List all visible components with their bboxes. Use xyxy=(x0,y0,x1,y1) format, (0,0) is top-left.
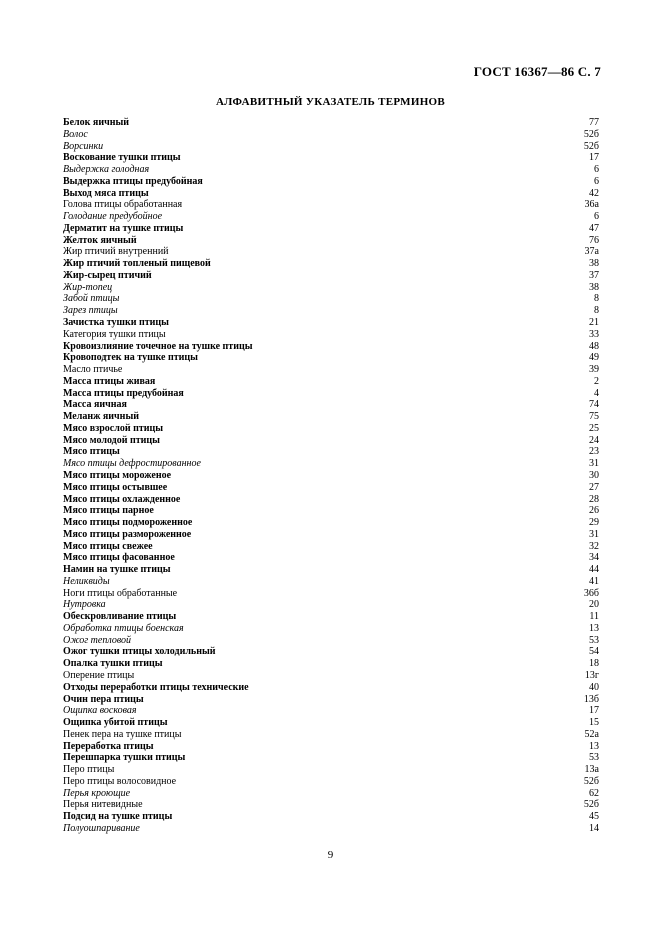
index-entry xyxy=(63,411,599,423)
entry-number: 29 xyxy=(589,517,599,529)
entry-term: Воскование тушки птицы xyxy=(63,152,181,164)
entry-number: 45 xyxy=(589,811,599,823)
entry-number: 53 xyxy=(589,752,599,764)
entry-number: 34 xyxy=(589,552,599,564)
index-entry xyxy=(63,270,599,282)
entry-term: Жир птичий топленый пищевой xyxy=(63,258,211,270)
entry-term: Ощипка убитой птицы xyxy=(63,717,168,729)
index-entry xyxy=(63,729,599,741)
entry-number: 13б xyxy=(583,693,599,705)
entry-number: 13г xyxy=(584,669,599,681)
document-header: ГОСТ 16367—86 С. 7 xyxy=(473,64,601,79)
index-entry xyxy=(63,423,599,435)
index-entry xyxy=(63,776,599,788)
entry-term: Полуошпаривание xyxy=(63,822,140,834)
index-entry xyxy=(63,811,599,823)
entry-term: Мясо птицы размороженное xyxy=(63,528,192,540)
entry-term: Мясо птицы остывшее xyxy=(63,481,168,493)
index-entry xyxy=(63,399,599,411)
entry-term: Пенек пера на тушке птицы xyxy=(63,728,182,740)
index-entry xyxy=(63,188,599,200)
entry-number: 14 xyxy=(589,822,599,834)
entry-term: Переработка птицы xyxy=(63,740,154,752)
entry-number: 31 xyxy=(589,458,599,470)
entry-term: Ожог тепловой xyxy=(63,634,132,646)
index-entry xyxy=(63,788,599,800)
entry-number: 38 xyxy=(589,281,599,293)
entry-number: 49 xyxy=(589,352,599,364)
entry-number: 24 xyxy=(589,434,599,446)
index-entry xyxy=(63,505,599,517)
index-entry xyxy=(63,258,599,270)
entry-number: 52б xyxy=(583,128,599,140)
entry-number: 74 xyxy=(589,399,599,411)
entry-term: Намин на тушке птицы xyxy=(63,564,171,576)
entry-number: 37 xyxy=(589,269,599,281)
entry-number: 17 xyxy=(589,152,599,164)
entry-term: Жир-топец xyxy=(63,281,113,293)
entry-number: 52а xyxy=(584,728,599,740)
entry-term: Выход мяса птицы xyxy=(63,187,149,199)
entry-term: Перья нитевидные xyxy=(63,799,143,811)
index-entry xyxy=(63,564,599,576)
index-entry xyxy=(63,246,599,258)
entry-term: Очин пера птицы xyxy=(63,693,144,705)
entry-number: 17 xyxy=(589,705,599,717)
index-entry xyxy=(63,364,599,376)
entry-term: Желток яичный xyxy=(63,234,137,246)
entry-number: 27 xyxy=(589,481,599,493)
entry-term: Категория тушки птицы xyxy=(63,328,166,340)
entry-number: 44 xyxy=(589,564,599,576)
index-entry xyxy=(63,482,599,494)
entry-term: Дерматит на тушке птицы xyxy=(63,222,184,234)
term-index-list xyxy=(63,117,599,835)
entry-number: 53 xyxy=(589,634,599,646)
entry-number: 76 xyxy=(589,234,599,246)
entry-number: 25 xyxy=(589,422,599,434)
entry-term: Кровоизлияние точечное на тушке птицы xyxy=(63,340,253,352)
index-entry xyxy=(63,470,599,482)
index-entry xyxy=(63,317,599,329)
entry-term: Выдержка голодная xyxy=(63,164,150,176)
entry-number: 47 xyxy=(589,222,599,234)
entry-number: 38 xyxy=(589,258,599,270)
index-entry xyxy=(63,599,599,611)
entry-number: 2 xyxy=(594,375,599,387)
index-entry xyxy=(63,623,599,635)
index-entry xyxy=(63,541,599,553)
entry-term: Мясо птицы дефростированное xyxy=(63,458,201,470)
entry-term: Волос xyxy=(63,128,88,140)
index-entry xyxy=(63,494,599,506)
entry-term: Мясо взрослой птицы xyxy=(63,422,164,434)
index-entry xyxy=(63,752,599,764)
index-entry xyxy=(63,235,599,247)
entry-number: 48 xyxy=(589,340,599,352)
index-entry xyxy=(63,446,599,458)
entry-term: Масло птичье xyxy=(63,364,123,376)
entry-number: 6 xyxy=(594,211,599,223)
entry-number: 8 xyxy=(594,293,599,305)
index-entry xyxy=(63,129,599,141)
index-entry xyxy=(63,764,599,776)
index-entry xyxy=(63,282,599,294)
entry-term: Зарез птицы xyxy=(63,305,118,317)
entry-number: 13 xyxy=(589,622,599,634)
index-entry xyxy=(63,388,599,400)
index-entry xyxy=(63,635,599,647)
entry-term: Подсид на тушке птицы xyxy=(63,811,173,823)
index-entry xyxy=(63,152,599,164)
entry-number: 23 xyxy=(589,446,599,458)
index-entry xyxy=(63,376,599,388)
entry-term: Кровоподтек на тушке птицы xyxy=(63,352,198,364)
index-entry xyxy=(63,588,599,600)
entry-term: Неликвиды xyxy=(63,575,110,587)
entry-number: 36б xyxy=(583,587,599,599)
index-entry xyxy=(63,670,599,682)
index-title: АЛФАВИТНЫЙ УКАЗАТЕЛЬ ТЕРМИНОВ xyxy=(215,96,446,108)
entry-term: Ощипка восковая xyxy=(63,705,137,717)
index-entry xyxy=(63,705,599,717)
entry-number: 41 xyxy=(589,575,599,587)
index-entry xyxy=(63,435,599,447)
entry-term: Мясо птицы мороженое xyxy=(63,469,172,481)
entry-term: Перо птицы волосовидное xyxy=(63,775,177,787)
index-entry xyxy=(63,293,599,305)
entry-term: Нутровка xyxy=(63,599,106,611)
entry-term: Ноги птицы обработанные xyxy=(63,587,178,599)
entry-number: 33 xyxy=(589,328,599,340)
entry-term: Жир птичий внутренний xyxy=(63,246,169,258)
index-entry xyxy=(63,552,599,564)
entry-term: Белок яичный xyxy=(63,117,130,128)
entry-term: Забой птицы xyxy=(63,293,120,305)
entry-term: Мясо птицы фасованное xyxy=(63,552,175,564)
entry-term: Мясо птицы подмороженное xyxy=(63,517,193,529)
index-entry xyxy=(63,611,599,623)
entry-term: Мясо птицы свежее xyxy=(63,540,153,552)
entry-term: Жир-сырец птичий xyxy=(63,269,152,281)
index-entry xyxy=(63,576,599,588)
page-number: 9 xyxy=(327,849,334,861)
entry-number: 52б xyxy=(583,140,599,152)
index-entry xyxy=(63,305,599,317)
entry-number: 13 xyxy=(589,740,599,752)
index-entry xyxy=(63,141,599,153)
entry-number: 62 xyxy=(589,787,599,799)
entry-term: Перешпарка тушки птицы xyxy=(63,752,186,764)
index-entry xyxy=(63,176,599,188)
entry-number: 77 xyxy=(589,117,599,128)
index-entry xyxy=(63,646,599,658)
entry-number: 11 xyxy=(589,611,599,623)
entry-term: Мясо молодой птицы xyxy=(63,434,160,446)
entry-number: 42 xyxy=(589,187,599,199)
entry-number: 15 xyxy=(589,717,599,729)
entry-term: Мясо птицы парное xyxy=(63,505,154,517)
entry-term: Перья кроющие xyxy=(63,787,131,799)
index-entry xyxy=(63,199,599,211)
index-entry xyxy=(63,341,599,353)
entry-number: 26 xyxy=(589,505,599,517)
index-entry xyxy=(63,717,599,729)
entry-number: 6 xyxy=(594,175,599,187)
index-entry xyxy=(63,799,599,811)
entry-number: 40 xyxy=(589,681,599,693)
entry-number: 20 xyxy=(589,599,599,611)
entry-term: Ворсинки xyxy=(63,140,104,152)
index-entry xyxy=(63,823,599,835)
entry-term: Отходы переработки птицы технические xyxy=(63,681,249,693)
entry-term: Мясо птицы xyxy=(63,446,120,458)
entry-term: Голова птицы обработанная xyxy=(63,199,183,211)
index-entry xyxy=(63,694,599,706)
entry-number: 31 xyxy=(589,528,599,540)
entry-term: Зачистка тушки птицы xyxy=(63,317,169,329)
index-entry xyxy=(63,352,599,364)
entry-term: Меланж яичный xyxy=(63,411,140,423)
entry-number: 30 xyxy=(589,469,599,481)
entry-number: 18 xyxy=(589,658,599,670)
entry-number: 37а xyxy=(584,246,599,258)
entry-number: 54 xyxy=(589,646,599,658)
entry-term: Ожог тушки птицы холодильный xyxy=(63,646,216,658)
index-entry xyxy=(63,211,599,223)
entry-number: 39 xyxy=(589,364,599,376)
index-entry xyxy=(63,329,599,341)
entry-number: 6 xyxy=(594,164,599,176)
entry-term: Масса птицы живая xyxy=(63,375,156,387)
entry-number: 13а xyxy=(584,764,599,776)
entry-number: 75 xyxy=(589,411,599,423)
index-entry xyxy=(63,164,599,176)
index-entry xyxy=(63,682,599,694)
entry-number: 28 xyxy=(589,493,599,505)
entry-term: Оперение птицы xyxy=(63,669,135,681)
index-entry xyxy=(63,117,599,129)
entry-term: Масса птицы предубойная xyxy=(63,387,184,399)
entry-number: 32 xyxy=(589,540,599,552)
entry-number: 8 xyxy=(594,305,599,317)
entry-term: Масса яичная xyxy=(63,399,127,411)
entry-term: Голодание предубойное xyxy=(63,211,163,223)
entry-number: 36а xyxy=(584,199,599,211)
index-entry xyxy=(63,529,599,541)
index-entry xyxy=(63,658,599,670)
entry-term: Опалка тушки птицы xyxy=(63,658,163,670)
entry-term: Обескровливание птицы xyxy=(63,611,177,623)
index-entry xyxy=(63,458,599,470)
index-entry xyxy=(63,741,599,753)
entry-number: 21 xyxy=(589,317,599,329)
index-entry xyxy=(63,223,599,235)
entry-term: Выдержка птицы предубойная xyxy=(63,175,203,187)
entry-number: 52б xyxy=(583,799,599,811)
entry-term: Мясо птицы охлажденное xyxy=(63,493,181,505)
entry-term: Перо птицы xyxy=(63,764,115,776)
entry-number: 52б xyxy=(583,775,599,787)
entry-term: Обработка птицы боенская xyxy=(63,622,184,634)
entry-number: 4 xyxy=(594,387,599,399)
index-entry xyxy=(63,517,599,529)
